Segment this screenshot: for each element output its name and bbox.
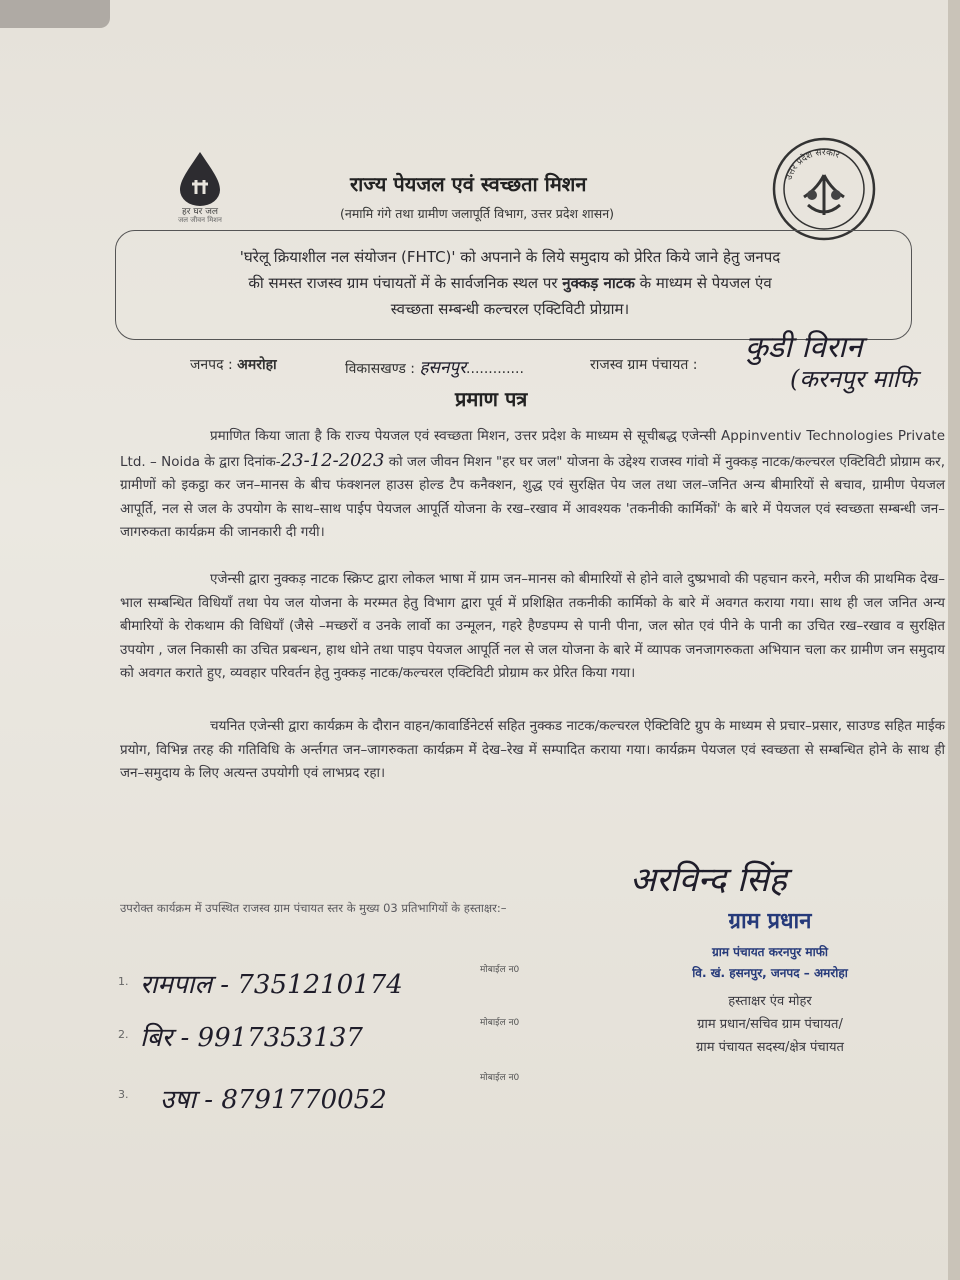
para1-text-post: को जल जीवन मिशन "हर घर जल" योजना के उद्देश्य राजस्व गांवो में नुक्कड़ नाटक/कल्चरल एक्टिविटी प्रोग्राम कर, ग्रामीणों को इकट्ठा कर जन–मानस के बीच फंक्शनल हाउस होल्ड टैप कनैक्शन, शुद्ध एवं सुरक्षित पेय जल तथा जल–जनित अन्य बीमारियों से बचाव, ग्रामीण पेयजल आपूर्ति, नल से जल के उपयोग के साथ–साथ पाईप पेयजल आपूर्ति योजना के रख–रखाव में आवश्यक 'तकनीकी कार्मिकों' के बारे में पेयजल एवं स्वच्छता सम्बन्धी जन–जागरुकता कार्यक्रम की जानकारी दी गयी।: [120, 453, 945, 540]
stamp-line-1: ग्राम पंचायत करनपुर माफी: [711, 945, 829, 959]
logo-subtag: जल जीवन मिशन: [178, 216, 222, 224]
vikaskhand-label: विकासखण्ड :: [345, 361, 416, 377]
vikaskhand-field: विकासखण्ड : हसनपुर.............: [345, 358, 524, 378]
body-paragraph-2: एजेन्सी द्वारा नुक्कड़ नाटक स्क्रिप्ट द्वारा लोकल भाषा में ग्राम जन–मानस को बीमारियों से होने वाले दुष्प्रभावो की पहचान करने, मरीज की प्राथमिक देख–भाल सम्बन्धित विधियाँ तथा पेय जल योजना के मरम्मत हेतु विभाग द्वारा पूर्व में प्रशिक्षित तकनीकी कार्मिको के बारे में अवगत कराया गया। साथ ही जल जनित अन्य बीमारियों के रोकथाम की विधियाँ (जैसे –मच्छरों व उनके लार्वो का उन्मूलन, गहरे हैण्डपम्प से पानी पीना, जल स्रोत एवं पीने के पानी का उचित रख–रखाव व सुरक्षित उपयोग , जल निकासी का उचित प्रबन्धन, हाथ धोने तथा पाइप पेयजल आपूर्ति नल से जल योजना के बारे में व्यापक जनजागरुकता अभियान चला कर ग्रामीण जन समुदाय को अवगत कराते हुए, व्यवहार परिवर्तन हेतु नुक्कड़ नाटक/कल्चरल एक्टिविटी प्रोग्राम कर प्रेरित किया गया।: [120, 571, 945, 681]
banner-line-1: 'घरेलू क्रियाशील नल संयोजन (FHTC)' को अपनाने के लिये समुदाय को प्रेरित किये जाने हेतु जनपद: [239, 248, 781, 266]
svg-text:उत्तर प्रदेश सरकार: [784, 148, 841, 182]
janpad-value: अमरोहा: [237, 357, 277, 373]
vikaskhand-value: हसनपुर: [419, 358, 467, 378]
panchayat-handwritten-2: (करनपुर माफि: [790, 365, 918, 393]
mobile-label-3: मोबाईल न0: [480, 1073, 520, 1083]
banner-line-3: स्वच्छता सम्बन्धी कल्चरल एक्टिविटी प्रोग्राम।: [390, 300, 630, 318]
attendees-intro: उपरोक्त कार्यक्रम में उपस्थित राजस्व ग्राम पंचायत स्तर के मुख्य 03 प्रतिभागियों के हस्ताक्षर:–: [120, 901, 507, 915]
logo-tagline: हर घर जल: [182, 207, 218, 217]
signature-caption-3: ग्राम पंचायत सदस्य/क्षेत्र पंचायत: [696, 1040, 844, 1055]
banner-line-2: की समस्त राजस्व ग्राम पंचायतों में के सार्वजनिक स्थल पर नुक्कड़ नाटक के माध्यम से पेयजल एंव: [248, 274, 772, 292]
emblem-text: उत्तर प्रदेश सरकार: [784, 147, 841, 182]
body-paragraph-3: चयनित एजेन्सी द्वारा कार्यक्रम के दौरान वाहन/कावार्डिनेटर्स सहित नुक्कड नाटक/कल्चरल ऐक्टिविटि ग्रुप के माध्यम से प्रचार–प्रसार, साउण्ड सहित माईक प्रयोग, विभिन्न तरह की गतिविधि के अर्न्तगत जन–जागरुकता कार्यक्रम मेें देख–रेख में सम्पादित कराया गया। कार्यक्रम पेयजल एवं स्वच्छता से सम्बन्धित होने के साथ ही जन–समुदाय के लिए अत्यन्त उपयोगी एवं लाभप्रद रहा।: [120, 718, 945, 781]
signature-caption-2: ग्राम प्रधान/सचिव ग्राम पंचायत/: [697, 1017, 843, 1032]
attendee-number-1: 1.: [118, 975, 129, 988]
attendee-entry-2: बिर - 9917353137: [140, 1023, 363, 1053]
pradhan-signature: अरविन्द सिंह: [630, 860, 787, 900]
stamp-line-2: वि. खं. हसनपुर, जनपद – अमरोहा: [692, 966, 848, 980]
mobile-label-1: मोबाईल न0: [480, 965, 520, 975]
panchayat-handwritten: कुडी विरान: [745, 330, 863, 365]
attendee-entry-1: रामपाल - 7351210174: [140, 970, 403, 1000]
program-banner-text: [140, 244, 880, 322]
mission-subtitle: (नमामि गंगे तथा ग्रामीण जलापूर्ति विभाग, उत्तर प्रदेश शासन): [340, 206, 615, 221]
rajasv-panchayat-field: [590, 355, 698, 374]
up-government-emblem: [770, 135, 878, 243]
attendee-number-3: 3.: [118, 1088, 129, 1101]
para1-text-pre: प्रमाणित किया जाता है कि राज्य पेयजल एवं स्वच्छता मिशन, उत्तर प्रदेश के माध्यम से सूचीबद्ध एजेन्सी Appinventiv Technologies Private Ltd. – Noida के द्वारा दिनांक-: [120, 428, 945, 470]
signature-caption-1: हस्ताक्षर एंव मोहर: [728, 994, 812, 1009]
scan-smudge: [0, 0, 110, 28]
har-ghar-jal-logo: [160, 150, 240, 240]
mission-title: राज्य पेयजल एवं स्वच्छता मिशन: [350, 172, 587, 196]
mobile-label-2: मोबाईल न0: [480, 1018, 520, 1028]
rajasv-panchayat-label: राजस्व ग्राम पंचायत :: [590, 357, 698, 373]
janpad-label: जनपद :: [190, 357, 233, 373]
signature-caption: [640, 990, 900, 1059]
page-edge: [948, 0, 960, 1280]
certificate-title: प्रमाण पत्र: [455, 387, 528, 411]
body-paragraph-1: [120, 425, 945, 545]
attendee-number-2: 2.: [118, 1028, 129, 1041]
program-date-handwritten: 23-12-2023: [280, 449, 385, 471]
water-drop-icon: [160, 150, 240, 206]
banner-bold-term: नुक्कड़ नाटक: [562, 274, 635, 292]
attendee-entry-3: उषा - 8791770052: [160, 1085, 387, 1115]
gram-pradhan-stamp: [640, 905, 900, 981]
janpad-field: [190, 355, 277, 374]
stamp-title: ग्राम प्रधान: [728, 909, 812, 934]
